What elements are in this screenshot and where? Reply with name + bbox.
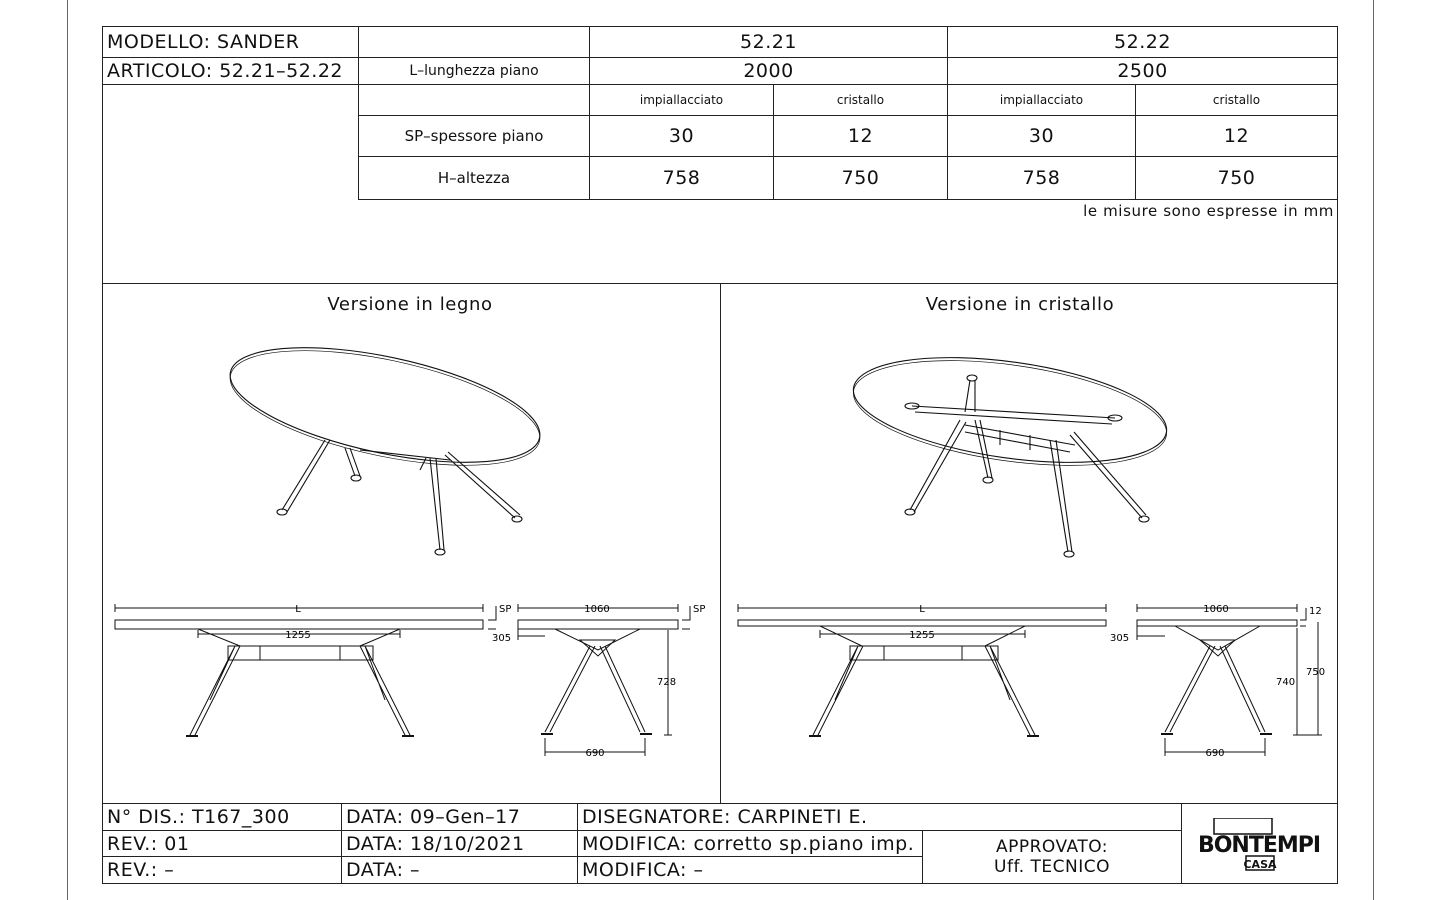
thickness-label: SP–spessore piano xyxy=(358,115,590,157)
revision-1: REV.: 01 xyxy=(102,830,342,857)
modification-1: MODIFICA: corretto sp.piano imp. xyxy=(577,830,923,857)
dim-thickness: 12 xyxy=(1309,606,1322,617)
dim-foot-width: 690 xyxy=(1205,748,1225,759)
thickness-value: 30 xyxy=(947,115,1136,157)
dim-length: L xyxy=(919,604,925,615)
date-3: DATA: – xyxy=(341,856,578,884)
drawing-number: N° DIS.: T167_300 xyxy=(102,803,342,831)
logo-main: BONTEMPI xyxy=(1197,833,1321,858)
units-note: le misure sono espresse in mm xyxy=(1083,202,1334,220)
dim-depth: 1060 xyxy=(584,604,610,615)
height-label: H–altezza xyxy=(358,156,590,200)
approved-label: APPROVATO: xyxy=(995,837,1109,857)
glass-version-title: Versione in cristallo xyxy=(925,294,1115,315)
dim-height-inner: 740 xyxy=(1276,677,1296,688)
model-name: MODELLO: SANDER xyxy=(102,26,359,58)
length-52-22: 2500 xyxy=(947,57,1338,85)
dim-height: 728 xyxy=(657,677,677,688)
approval-box xyxy=(922,830,1182,884)
date-2: DATA: 18/10/2021 xyxy=(341,830,578,857)
date-1: DATA: 09–Gen–17 xyxy=(341,803,578,831)
designer: DISEGNATORE: CARPINETI E. xyxy=(577,803,1182,831)
wood-version-title: Versione in legno xyxy=(327,294,493,315)
dim-overhang: 305 xyxy=(492,633,512,644)
height-value: 750 xyxy=(1135,156,1338,200)
article-code: ARTICOLO: 52.21–52.22 xyxy=(102,57,359,85)
finish-cristallo-1: cristallo xyxy=(773,84,948,116)
length-label: L–lunghezza piano xyxy=(358,57,590,85)
dim-foot-width: 690 xyxy=(585,748,605,759)
finish-impiallacciato-2: impiallacciato xyxy=(947,84,1136,116)
dim-depth: 1060 xyxy=(1203,604,1229,615)
approved-by: Uff. TECNICO xyxy=(994,857,1110,877)
dim-thickness: SP xyxy=(693,604,706,615)
model-52-21: 52.21 xyxy=(589,26,948,58)
dim-inner-length: 1255 xyxy=(285,630,311,641)
dim-height: 750 xyxy=(1306,667,1326,678)
revision-2: REV.: – xyxy=(102,856,342,884)
height-value: 758 xyxy=(589,156,774,200)
finish-cristallo-2: cristallo xyxy=(1135,84,1338,116)
model-52-22: 52.22 xyxy=(947,26,1338,58)
height-value: 758 xyxy=(947,156,1136,200)
thickness-value: 12 xyxy=(773,115,948,157)
thickness-value: 12 xyxy=(1135,115,1338,157)
dim-thickness: SP xyxy=(499,604,512,615)
length-52-21: 2000 xyxy=(589,57,948,85)
finish-impiallacciato-1: impiallacciato xyxy=(589,84,774,116)
logo-sub: CASA xyxy=(1243,858,1277,871)
dim-overhang: 305 xyxy=(1110,633,1130,644)
modification-2: MODIFICA: – xyxy=(577,856,923,884)
height-value: 750 xyxy=(773,156,948,200)
dim-inner-length: 1255 xyxy=(909,630,935,641)
dim-length: L xyxy=(295,604,301,615)
bontempi-casa-logo xyxy=(1188,818,1330,874)
thickness-value: 30 xyxy=(589,115,774,157)
